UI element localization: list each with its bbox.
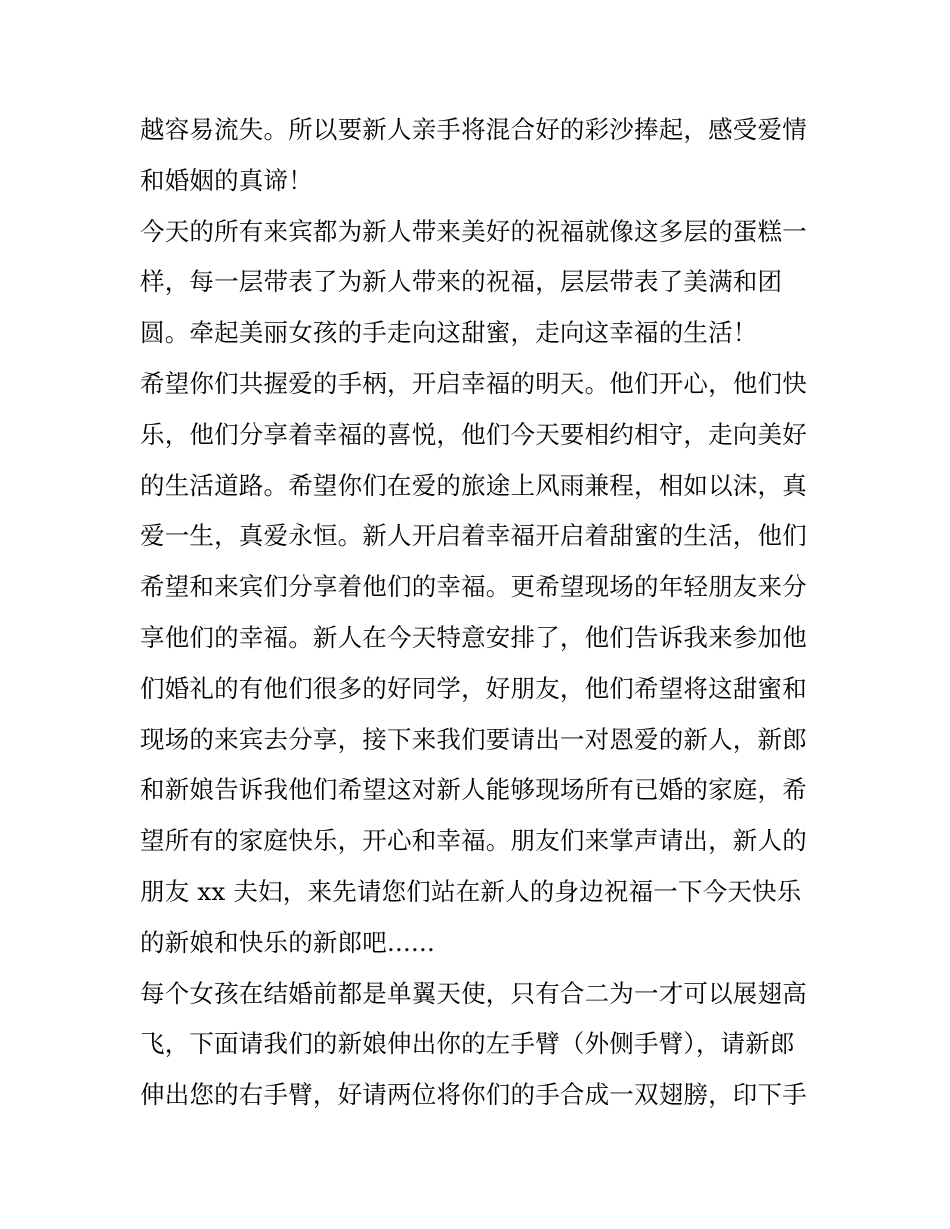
text-line: 望所有的家庭快乐，开心和幸福。朋友们来掌声请出，新人的 <box>140 826 807 856</box>
text-line: 飞，下面请我们的新娘伸出你的左手臂（外侧手臂），请新郎 <box>140 1029 795 1059</box>
text-line: 乐，他们分享着幸福的喜悦，他们今天要相约相守，走向美好 <box>140 419 807 449</box>
text-line: 样，每一层带表了为新人带来的祝福，层层带表了美满和团 <box>140 267 783 297</box>
text-line: 和新娘告诉我他们希望这对新人能够现场所有已婚的家庭，希 <box>140 775 807 805</box>
text-line: 们婚礼的有他们很多的好同学，好朋友，他们希望将这甜蜜和 <box>140 673 807 703</box>
text-line: 享他们的幸福。新人在今天特意安排了，他们告诉我来参加他 <box>140 622 807 652</box>
text-line: 伸出您的右手臂，好请两位将你们的手合成一双翅膀，印下手 <box>140 1080 807 1110</box>
text-line: 的新娘和快乐的新郎吧...... <box>140 927 435 957</box>
text-line: 希望你们共握爱的手柄，开启幸福的明天。他们开心，他们快 <box>140 368 807 398</box>
text-line: 今天的所有来宾都为新人带来美好的祝福就像这多层的蛋糕一 <box>140 216 807 246</box>
text-line: 每个女孩在结婚前都是单翼天使，只有合二为一才可以展翅高 <box>140 978 807 1008</box>
body-text <box>140 105 820 1121</box>
text-line: 越容易流失。所以要新人亲手将混合好的彩沙捧起，感受爱情 <box>140 115 807 144</box>
text-line: 圆。牵起美丽女孩的手走向这甜蜜，走向这幸福的生活！ <box>140 318 758 348</box>
text-line: 现场的来宾去分享，接下来我们要请出一对恩爱的新人，新郎 <box>140 724 807 754</box>
text-line: 希望和来宾们分享着他们的幸福。更希望现场的年轻朋友来分 <box>140 572 807 602</box>
text-line: 和婚姻的真谛！ <box>140 165 313 195</box>
text-line: 的生活道路。希望你们在爱的旅途上风雨兼程，相如以沫，真 <box>140 470 807 500</box>
text-line: 爱一生，真爱永恒。新人开启着幸福开启着甜蜜的生活，他们 <box>140 521 807 551</box>
text-line: 朋友 xx 夫妇，来先请您们站在新人的身边祝福一下今天快乐 <box>140 876 802 906</box>
